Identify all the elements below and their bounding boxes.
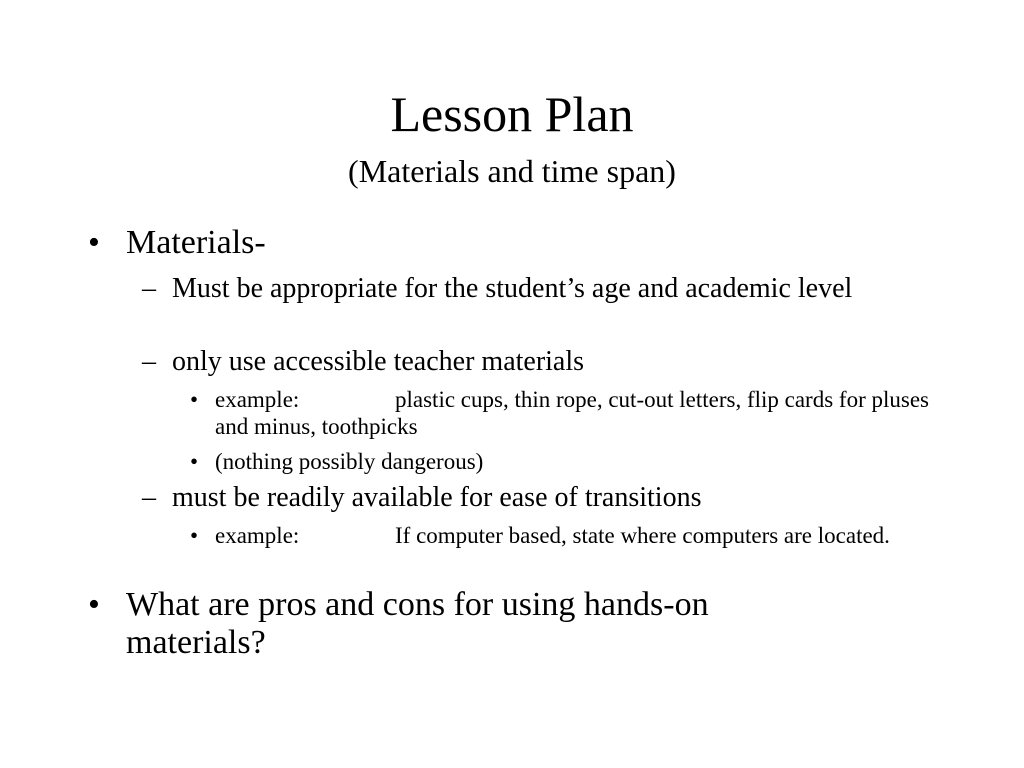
dash-marker: – xyxy=(142,482,156,513)
bullet-marker: • xyxy=(190,449,199,474)
sub-item-text: only use accessible teacher materials xyxy=(172,346,585,377)
example-text-wrap xyxy=(215,522,1024,549)
sub-item-text: Must be appropriate for the student’s age and academic level xyxy=(172,273,853,304)
example-text: plastic cups, thin rope, cut-out letters, flip cards for pluses and minus, toothpicks xyxy=(215,387,929,439)
bullet-marker: • xyxy=(88,224,100,261)
dash-marker: – xyxy=(142,273,156,304)
sub-item-text: must be readily available for ease of transitions xyxy=(172,482,702,513)
bullet-text: Materials- xyxy=(126,224,266,261)
dash-marker: – xyxy=(142,346,156,377)
bullet-text: What are pros and cons for using hands-on materials? xyxy=(126,586,709,661)
bullet-marker: • xyxy=(190,523,199,548)
example-label: example: xyxy=(215,387,300,412)
example-text: (nothing possibly dangerous) xyxy=(215,449,484,474)
slide-title: Lesson Plan xyxy=(390,86,634,142)
example-text: If computer based, state where computers are located. xyxy=(395,523,890,548)
slide-subtitle: (Materials and time span) xyxy=(348,153,676,189)
bullet-marker: • xyxy=(190,387,199,412)
bullet-marker: • xyxy=(88,586,100,623)
example-label: example: xyxy=(215,523,300,548)
example-text-wrap xyxy=(215,386,950,440)
